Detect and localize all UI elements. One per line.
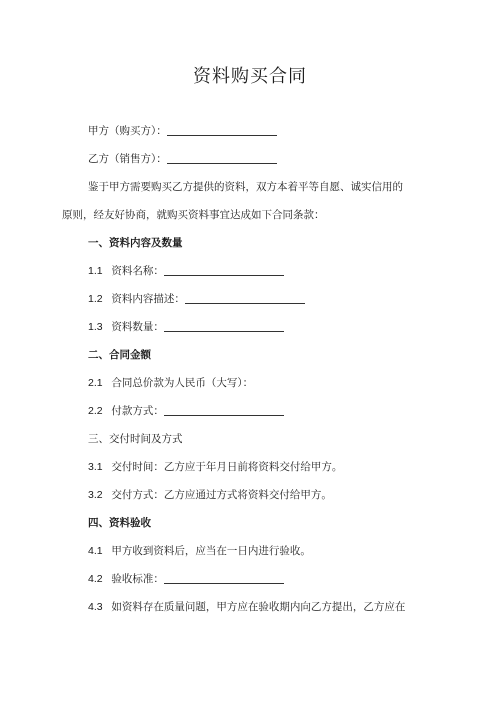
clause-text: 资料内容描述：: [111, 293, 185, 305]
clause-text: 付款方式：: [111, 405, 164, 417]
clause-item: [88, 600, 405, 614]
clause-number: 2.1: [88, 377, 103, 389]
clause-item: [88, 404, 284, 418]
clause-number: 1.3: [88, 321, 103, 333]
party-b-label: 乙方（销售方）：: [88, 153, 167, 165]
clause-text: 资料数量：: [111, 321, 164, 333]
section-heading: 一、资料内容及数量: [88, 237, 183, 249]
clause-number: 3.2: [88, 489, 103, 501]
clause-text: 交付方式：乙方应通过方式将资料交付给甲方。: [111, 489, 332, 501]
payment-method-blank[interactable]: [164, 404, 284, 416]
clause-text: 如资料存在质量问题，甲方应在验收期内向乙方提出，乙方应在: [111, 601, 406, 613]
party-a-label: 甲方（购买方）：: [88, 125, 167, 137]
resource-description-blank[interactable]: [185, 292, 305, 304]
clause-item: [88, 264, 284, 278]
clause-text: 合同总价款为人民币（大写）：: [111, 377, 254, 389]
clause-number: 4.2: [88, 573, 103, 585]
clause-item: [88, 320, 284, 334]
clause-item: [88, 376, 253, 390]
clause-item: [88, 572, 284, 586]
party-a-line: [88, 124, 277, 138]
preamble-line-2: 原则，经友好协商，就购买资料事宜达成如下合同条款：: [62, 209, 325, 221]
section-heading: 二、合同金额: [88, 349, 151, 361]
party-b-blank[interactable]: [167, 152, 277, 164]
clause-number: 4.1: [88, 545, 103, 557]
section-heading: 三、交付时间及方式: [88, 433, 183, 445]
resource-quantity-blank[interactable]: [164, 320, 284, 332]
section-heading: 四、资料验收: [88, 517, 151, 529]
clause-text: 资料名称：: [111, 265, 164, 277]
clause-number: 4.3: [88, 601, 103, 613]
preamble-line-1: 鉴于甲方需要购买乙方提供的资料，双方本着平等自愿、诚实信用的: [88, 181, 403, 193]
clause-number: 1.2: [88, 293, 103, 305]
clause-text: 甲方收到资料后，应当在一日内进行验收。: [111, 545, 311, 557]
clause-number: 1.1: [88, 265, 103, 277]
clause-item: [88, 292, 305, 306]
resource-name-blank[interactable]: [164, 264, 284, 276]
clause-text: 交付时间：乙方应于年月日前将资料交付给甲方。: [111, 461, 343, 473]
acceptance-standard-blank[interactable]: [164, 572, 284, 584]
clause-item: [88, 544, 311, 558]
party-b-line: [88, 152, 277, 166]
party-a-blank[interactable]: [167, 124, 277, 136]
clause-item: [88, 488, 332, 502]
clause-item: [88, 460, 342, 474]
clause-number: 3.1: [88, 461, 103, 473]
clause-number: 2.2: [88, 405, 103, 417]
page-title: 资料购买合同: [193, 66, 307, 87]
clause-text: 验收标准：: [111, 573, 164, 585]
